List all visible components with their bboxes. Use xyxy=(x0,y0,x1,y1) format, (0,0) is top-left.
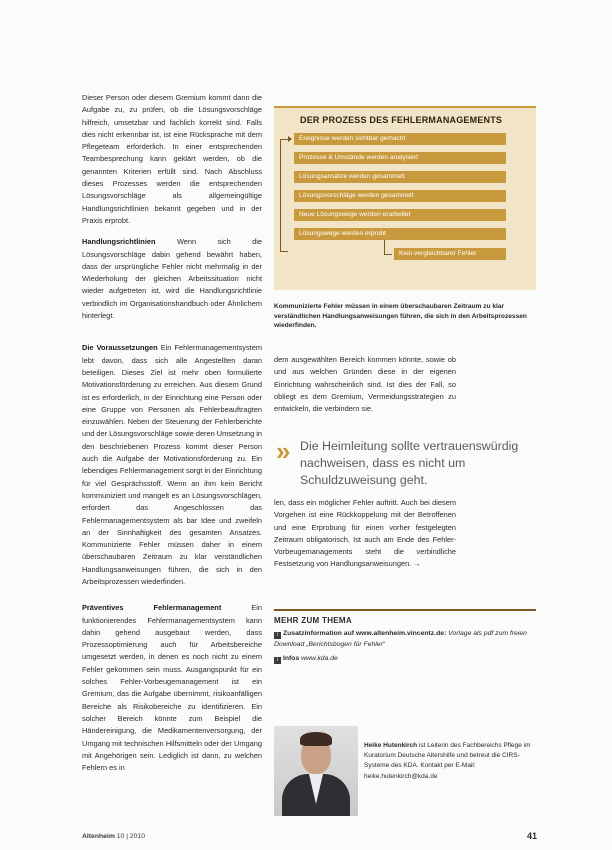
run-in-heading: Die Voraussetzungen xyxy=(82,343,158,353)
process-step-3: Lösungsansätze werden gesammelt xyxy=(294,171,506,183)
author-name: Heike Hutenkirch xyxy=(364,742,418,749)
process-step-6: Lösungswege werden erprobt xyxy=(294,228,506,240)
process-step-2: Prozesse & Umstände werden analysiert xyxy=(294,152,506,164)
footer-issue: Altenheim 10 | 2010 xyxy=(82,833,145,840)
process-step-1: Ereignisse werden sichtbar gemacht xyxy=(294,133,506,145)
article-end-mark: → xyxy=(413,559,421,569)
author-hair xyxy=(300,732,332,746)
feedback-loop-line xyxy=(280,139,281,252)
diagram-title: DER PROZESS DES FEHLERMANAGEMENTS xyxy=(300,115,503,125)
page-number: 41 xyxy=(527,831,538,841)
paragraph: Die Voraussetzungen Ein Fehlermanagementsystem lebt davon, dass sich alle Angestellten daran beteiligen. Dieses Ziel ist mehr oben formulierte Motivationsförderung zu erreichen. Aus diesem Grund ist es erforderlich, in der Einrichtung eine Person oder eine Gruppe von Personen als Fehlerbeauftragten einzuwählen. Neben der Steuerung der Fehlerberichte und der Lösungsvorschläge sowie deren Umsetzung in den beschriebenen Prozess kommt dieser Person auch die Aufgabe der Motivationsförderung zu. Ein lebendiges Fehlermanagement sorgt in der Einrichtung für viel Gesprächsstoff. Wenn an ihm kein Bericht kommuniziert und mangelt es an Lösungsvorschlägen, erfordert das Angeschlossen das Fehlermanagementsystem als bar Idee und zweifeln an der Sinnhaftigkeit des gesamten Ansatzes. Kommunizierte Fehler müssen daher in einem überschaubaren Zeitraum zu klar verständlichen Handlungsanweisungen führen, die sich in den Arbeitsprozessen wiederfinden. xyxy=(82,343,262,586)
left-column xyxy=(82,92,262,774)
diagram-caption: Kommunizierte Fehler müssen in einem überschaubaren Zeitraum zu klar verständlichen Handlungsanweisungen führen, die sich in den Arbeitsprozessen wiederfinden. xyxy=(274,303,527,330)
process-step-5: Neue Lösungswege werden erarbeitet xyxy=(294,209,506,221)
author-photo xyxy=(274,726,358,816)
branch-tick xyxy=(384,254,392,255)
more-info-line: i Zusatzinformation auf www.altenheim.vincentz.de: Vorlage als pdf zum freien Download „Berichtsbogen für Fehler“ xyxy=(274,630,527,648)
process-result: Kein vergleichbarer Fehler xyxy=(394,248,506,260)
process-step-4: Lösungsvorschläge werden gesammelt xyxy=(294,190,506,202)
info-icon: i xyxy=(274,657,281,664)
info-icon: i xyxy=(274,632,281,639)
run-in-heading: Präventives Fehlermanagement xyxy=(82,603,222,613)
more-on-topic-title: MEHR ZUM THEMA xyxy=(274,616,352,625)
paragraph: dem ausgewählten Bereich kommen könnte, sowie ob und aus welchen Gründen diese in der eigenen Einrichtung wahrscheinlich sind. Ist dies der Fall, so obliegt es dem Gremium, Vermeidungsstrategien zu entwickeln, die verbindern sie. xyxy=(274,355,456,414)
run-in-heading: Handlungsrichtlinien xyxy=(82,237,156,247)
author-bio: Heike Hutenkirch ist Leiterin des Fachbereichs Pflege im Kuratorium Deutsche Altershilfe und betreut die CIRS-Systeme des KDA. Kontakt per E-Mail: heike.hutenkirch@kda.de xyxy=(364,742,531,780)
paragraph: Präventives Fehlermanagement Ein funktionierendes Fehlermanagementsystem kann dahin gehend ausgebaut werden, dass Prozessoptimierung auch für Arbeitsbereiche umgesetzt werden, in denen es noch nicht zu einem Fehler gekommen sein muss. Ausgangspunkt für ein solches Fehler-Vorbeugemanagement ist ein Gremium, das die Aufgabe übernimmt, risikoanfälligen Bereiche als Risikobereiche zu identifizieren. Ein solcher Bereich könnte zum Beispiel die Händereinigung, die Medikamentenversorgung, der Umgang mit technischen Hilfsmitteln oder der Umgang mit Angehörigen sein. Lediglich ist dann, zu welchen Fehlern es in xyxy=(82,603,262,773)
more-on-topic-box xyxy=(274,609,536,664)
loop-tick xyxy=(280,251,288,252)
paragraph: Handlungsrichtlinien Wenn sich die Lösungsvorschläge dabin gehend bewährt haben, dass der ursprüngliche Fehler nicht mehrmalig in der Wiederholung der gleichen Arbeitssituation nicht wieder aufgetreten ist, wird die Handlungsrichtlinie verbindlich im Organisationshandbuch oder Ähnlichem hinterlegt. xyxy=(82,237,262,321)
right-column-bottom xyxy=(274,497,456,571)
paragraph: Dieser Person oder diesem Gremium kommt dann die Aufgabe zu, zu prüfen, ob die Lösungsvorschläge hilfreich, umsetzbar und fachlich korrekt sind. Falls dies nicht erkennbar ist, ist eine Rücksprache mit dem Pflegeteam erforderlich. In einer entsprechenden Teambesprechung kann geklärt werden, ob die genannten Kriterien erfüllt sind. Nach Abschluss dieses Prozesses werden die entsprechenden Lösungsvorschläge als allgemeingültige Handlungsrichtlinien bekannt gegeben und in der Praxis erprobt. xyxy=(82,93,262,225)
paragraph: len, dass ein möglicher Fehler auftritt. Auch bei diesem Vorgehen ist eine Rückkoppelung mit der Betroffenen und eine Erprobung für einen vorher festgelegten Zeitraum obligatorisch, Ist auch am Ende des Fehler-Vorbeugemanagements steht die verbindliche Festsetzung von Handlungsanweisungen. → xyxy=(274,498,456,569)
pull-quote: Die Heimleitung sollte vertrauenswürdig nachweisen, dass es nicht um Schuldzuweisung geht. xyxy=(300,439,519,487)
right-column-top xyxy=(274,354,456,415)
loop-tick xyxy=(280,139,288,140)
arrow-right-icon xyxy=(288,136,292,142)
branch-line xyxy=(384,240,385,254)
process-diagram xyxy=(274,106,536,290)
more-info-line: i Infos www.kda.de xyxy=(274,653,536,664)
quote-marker-icon: » xyxy=(276,436,291,466)
